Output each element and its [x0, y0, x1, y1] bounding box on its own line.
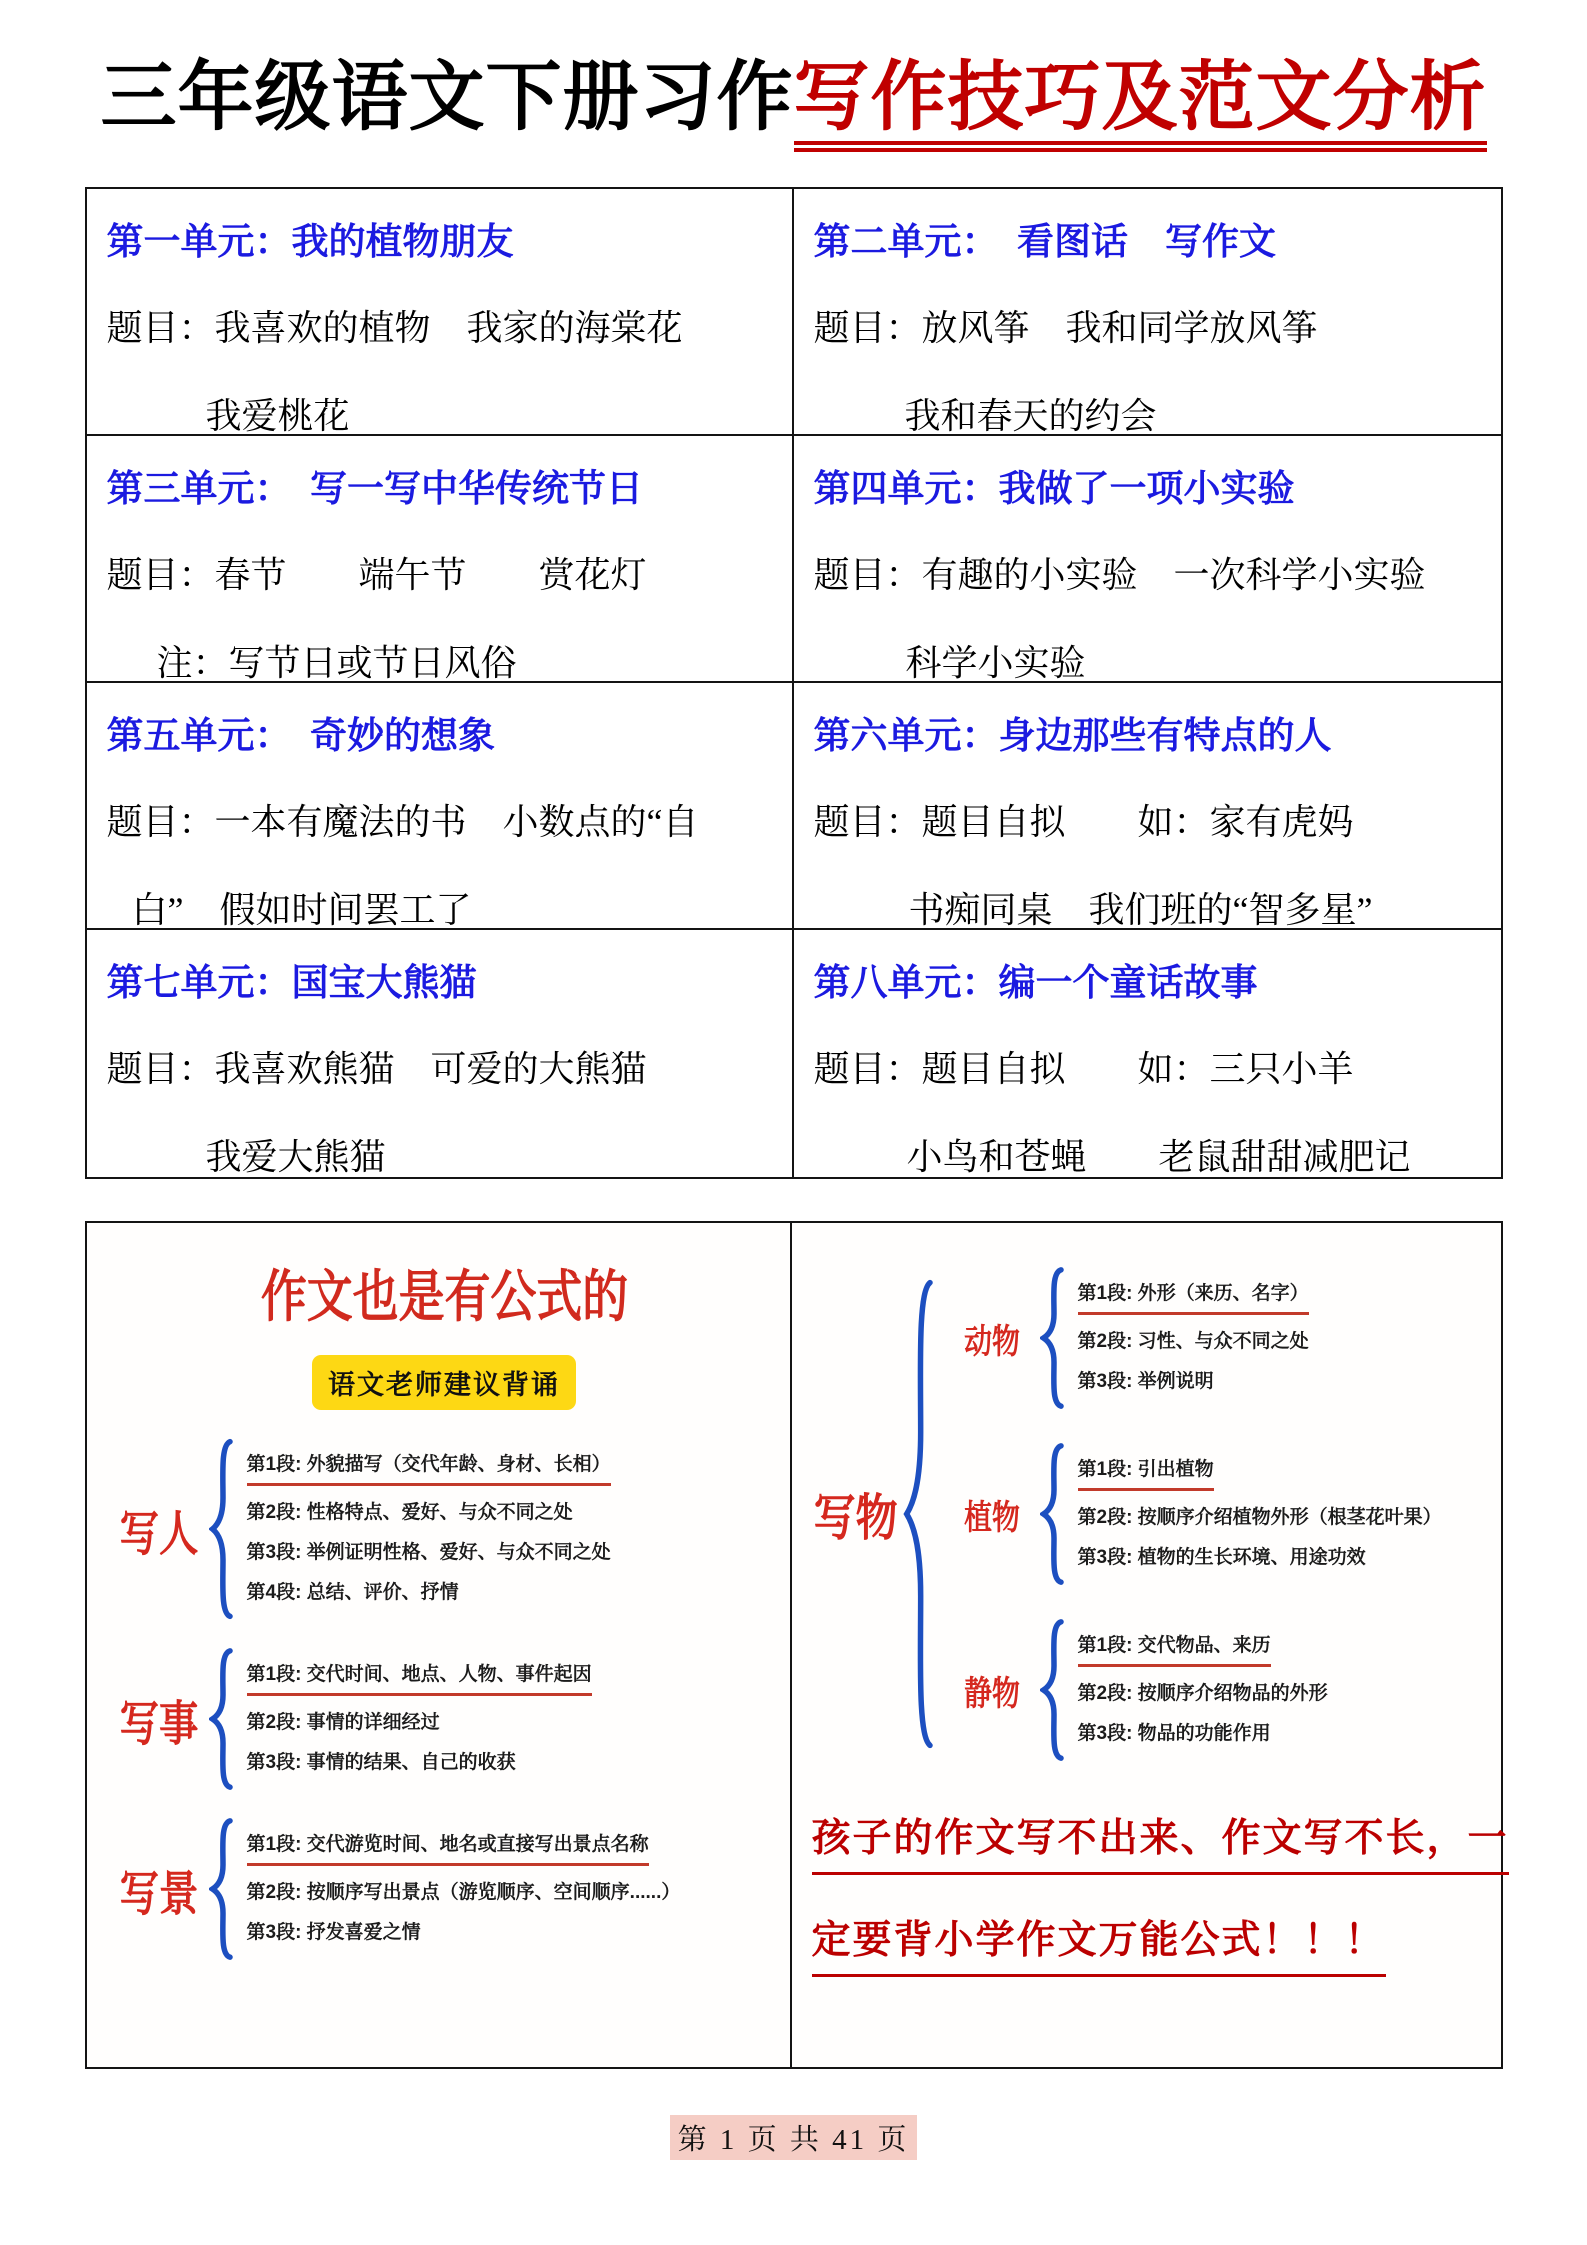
- formula-group: [944, 1619, 1509, 1761]
- formula-item: [1078, 1721, 1328, 1747]
- unit-heading: 第一单元：我的植物朋友: [106, 221, 514, 263]
- unit-heading: 第三单元： 写一写中华传统节日: [106, 468, 643, 510]
- formula-group: [944, 1443, 1509, 1585]
- formula-item: [247, 1500, 611, 1526]
- formula-item-text: 第1段: 交代时间、地点、人物、事件起因: [247, 1662, 592, 1696]
- page-title-black-part: 三年级语文下册习作: [100, 55, 794, 140]
- formula-item: [247, 1452, 611, 1486]
- unit-line: 题目：我喜欢熊猫 可爱的大熊猫: [106, 1049, 647, 1090]
- group-items: [1064, 1443, 1442, 1585]
- unit-line: 我和春天的约会: [904, 396, 1157, 437]
- unit-cell: [87, 930, 794, 1177]
- group-items: [1064, 1619, 1328, 1761]
- group-items: [233, 1648, 592, 1790]
- unit-cell: [794, 930, 1501, 1177]
- curly-brace-icon: [1040, 1619, 1064, 1761]
- unit-line: 科学小实验: [905, 643, 1086, 684]
- warning-line-text: 定要背小学作文万能公式！！！: [812, 1909, 1386, 1977]
- formula-item: [247, 1540, 611, 1566]
- unit-heading: 第五单元： 奇妙的想象: [106, 715, 495, 757]
- brace-decoration: [1040, 1443, 1064, 1585]
- formula-group: [109, 1818, 780, 1960]
- formula-item-text: 第2段: 按顺序介绍物品的外形: [1077, 1683, 1328, 1705]
- formula-item-text: 第1段: 交代物品、来历: [1078, 1633, 1271, 1667]
- formula-item: [247, 1750, 592, 1776]
- formula-item: [1078, 1281, 1309, 1315]
- formula-left-column: [87, 1223, 792, 2067]
- curly-brace-icon: [1040, 1443, 1064, 1585]
- formula-item-text: 第3段: 植物的生长环境、用途功效: [1077, 1547, 1366, 1569]
- curly-brace-icon: [1040, 1267, 1064, 1409]
- unit-heading: 第七单元：国宝大熊猫: [106, 962, 477, 1004]
- curly-brace-icon: [902, 1273, 934, 1755]
- group-label: 植物: [963, 1499, 1020, 1537]
- page-title: [0, 0, 1587, 141]
- formula-item: [247, 1662, 592, 1696]
- brace-decoration: [209, 1648, 233, 1790]
- unit-heading: 第六单元：身边那些有特点的人: [813, 715, 1332, 757]
- unit-line: 白” 假如时间罢工了: [131, 890, 472, 931]
- warning-text: [812, 1807, 1509, 1977]
- formula-item-text: 第3段: 事情的结果、自己的收获: [246, 1752, 516, 1774]
- formula-item-text: 第1段: 外貌描写（交代年龄、身材、长相）: [247, 1452, 611, 1486]
- unit-line: 我爱桃花: [205, 396, 350, 437]
- formula-item: [1078, 1457, 1442, 1491]
- formula-item-text: 第3段: 举例说明: [1077, 1371, 1214, 1393]
- unit-heading: 第八单元：编一个童话故事: [813, 962, 1258, 1004]
- group-label: 动物: [963, 1323, 1020, 1361]
- page-footer: [0, 2115, 1587, 2160]
- formula-item: [247, 1880, 681, 1906]
- unit-cell: [87, 189, 794, 436]
- unit-line: 题目：题目自拟 如：家有虎妈: [813, 802, 1354, 843]
- unit-cell: [87, 683, 794, 930]
- big-brace-decoration: [902, 1273, 934, 1755]
- brace-decoration: [209, 1818, 233, 1960]
- formula-item: [247, 1580, 611, 1606]
- formula-item-text: 第2段: 性格特点、爱好、与众不同之处: [246, 1502, 573, 1524]
- group-label: 写人: [119, 1507, 198, 1561]
- unit-cell: [794, 436, 1501, 683]
- unit-line: 题目：我喜欢的植物 我家的海棠花: [106, 308, 683, 349]
- brace-decoration: [1040, 1267, 1064, 1409]
- brace-decoration: [1040, 1619, 1064, 1761]
- formula-right-groups: [944, 1267, 1509, 1761]
- group-label: 静物: [963, 1675, 1020, 1713]
- warning-line: [812, 1807, 1509, 1875]
- formula-item: [1078, 1329, 1309, 1355]
- group-label: 写景: [119, 1867, 198, 1921]
- group-items: [233, 1818, 681, 1960]
- formula-item-text: 第3段: 举例证明性格、爱好、与众不同之处: [246, 1542, 611, 1564]
- formula-panel: [85, 1221, 1509, 2069]
- unit-line: 题目：有趣的小实验 一次科学小实验: [813, 555, 1426, 596]
- brace-decoration: [209, 1438, 233, 1620]
- unit-line: 题目：放风筝 我和同学放风筝: [813, 308, 1318, 349]
- units-table: [85, 187, 1503, 1179]
- formula-item: [1078, 1545, 1442, 1571]
- formula-item-text: 第2段: 按顺序介绍植物外形（根茎花叶果）: [1077, 1507, 1442, 1529]
- formula-subtitle-highlight: 语文老师建议背诵: [312, 1355, 576, 1410]
- formula-item: [1078, 1369, 1309, 1395]
- formula-item-text: 第1段: 外形（来历、名字）: [1078, 1281, 1309, 1315]
- formula-group: [109, 1648, 780, 1790]
- root-group-label: 写物: [813, 1490, 898, 1547]
- curly-brace-icon: [209, 1818, 233, 1960]
- unit-cell: [87, 436, 794, 683]
- group-items: [1064, 1267, 1309, 1409]
- formula-subtitle-row: [109, 1355, 780, 1410]
- formula-item-text: 第2段: 习性、与众不同之处: [1077, 1331, 1309, 1353]
- formula-item-text: 第1段: 交代游览时间、地名或直接写出景点名称: [247, 1832, 649, 1866]
- formula-item-text: 第1段: 引出植物: [1078, 1457, 1214, 1491]
- formula-item: [247, 1920, 681, 1946]
- warning-line-text: 孩子的作文写不出来、作文写不长，一: [812, 1807, 1509, 1875]
- group-items: [233, 1438, 611, 1620]
- formula-item: [1078, 1681, 1328, 1707]
- unit-cell: [794, 683, 1501, 930]
- formula-right-tree: [806, 1267, 1509, 1761]
- unit-heading: 第四单元：我做了一项小实验: [813, 468, 1295, 510]
- unit-line: 我爱大熊猫: [205, 1137, 386, 1178]
- formula-item-text: 第2段: 按顺序写出景点（游览顺序、空间顺序......）: [246, 1882, 681, 1904]
- formula-item: [1078, 1505, 1442, 1531]
- curly-brace-icon: [209, 1438, 233, 1620]
- page-number-badge: 第 1 页 共 41 页: [670, 2115, 918, 2160]
- unit-line: 题目：春节 端午节 赏花灯: [106, 555, 647, 596]
- formula-item-text: 第2段: 事情的详细经过: [246, 1712, 440, 1734]
- unit-line: 题目：一本有魔法的书 小数点的“自: [106, 802, 699, 843]
- unit-cell: [794, 189, 1501, 436]
- formula-item-text: 第4段: 总结、评价、抒情: [246, 1582, 459, 1604]
- unit-heading: 第二单元： 看图话 写作文: [813, 221, 1276, 263]
- formula-group: [944, 1267, 1509, 1409]
- page-title-red-part: 写作技巧及范文分析: [794, 55, 1487, 152]
- warning-line: [812, 1909, 1509, 1977]
- formula-item: [247, 1710, 592, 1736]
- formula-item-text: 第3段: 抒发喜爱之情: [246, 1922, 421, 1944]
- unit-line: 小鸟和苍蝇 老鼠甜甜减肥记: [906, 1137, 1411, 1178]
- unit-line: 注：写节日或节日风俗: [156, 643, 517, 684]
- formula-group: [109, 1438, 780, 1620]
- formula-title: 作文也是有公式的: [260, 1267, 628, 1330]
- formula-item: [247, 1832, 681, 1866]
- formula-left-groups: [109, 1438, 780, 1960]
- formula-right-column: [792, 1223, 1521, 2067]
- unit-line: 题目：题目自拟 如：三只小羊: [813, 1049, 1354, 1090]
- formula-item: [1078, 1633, 1328, 1667]
- group-label: 写事: [119, 1697, 198, 1751]
- curly-brace-icon: [209, 1648, 233, 1790]
- formula-item-text: 第3段: 物品的功能作用: [1077, 1723, 1271, 1745]
- unit-line: 书痴同桌 我们班的“智多星”: [908, 890, 1373, 931]
